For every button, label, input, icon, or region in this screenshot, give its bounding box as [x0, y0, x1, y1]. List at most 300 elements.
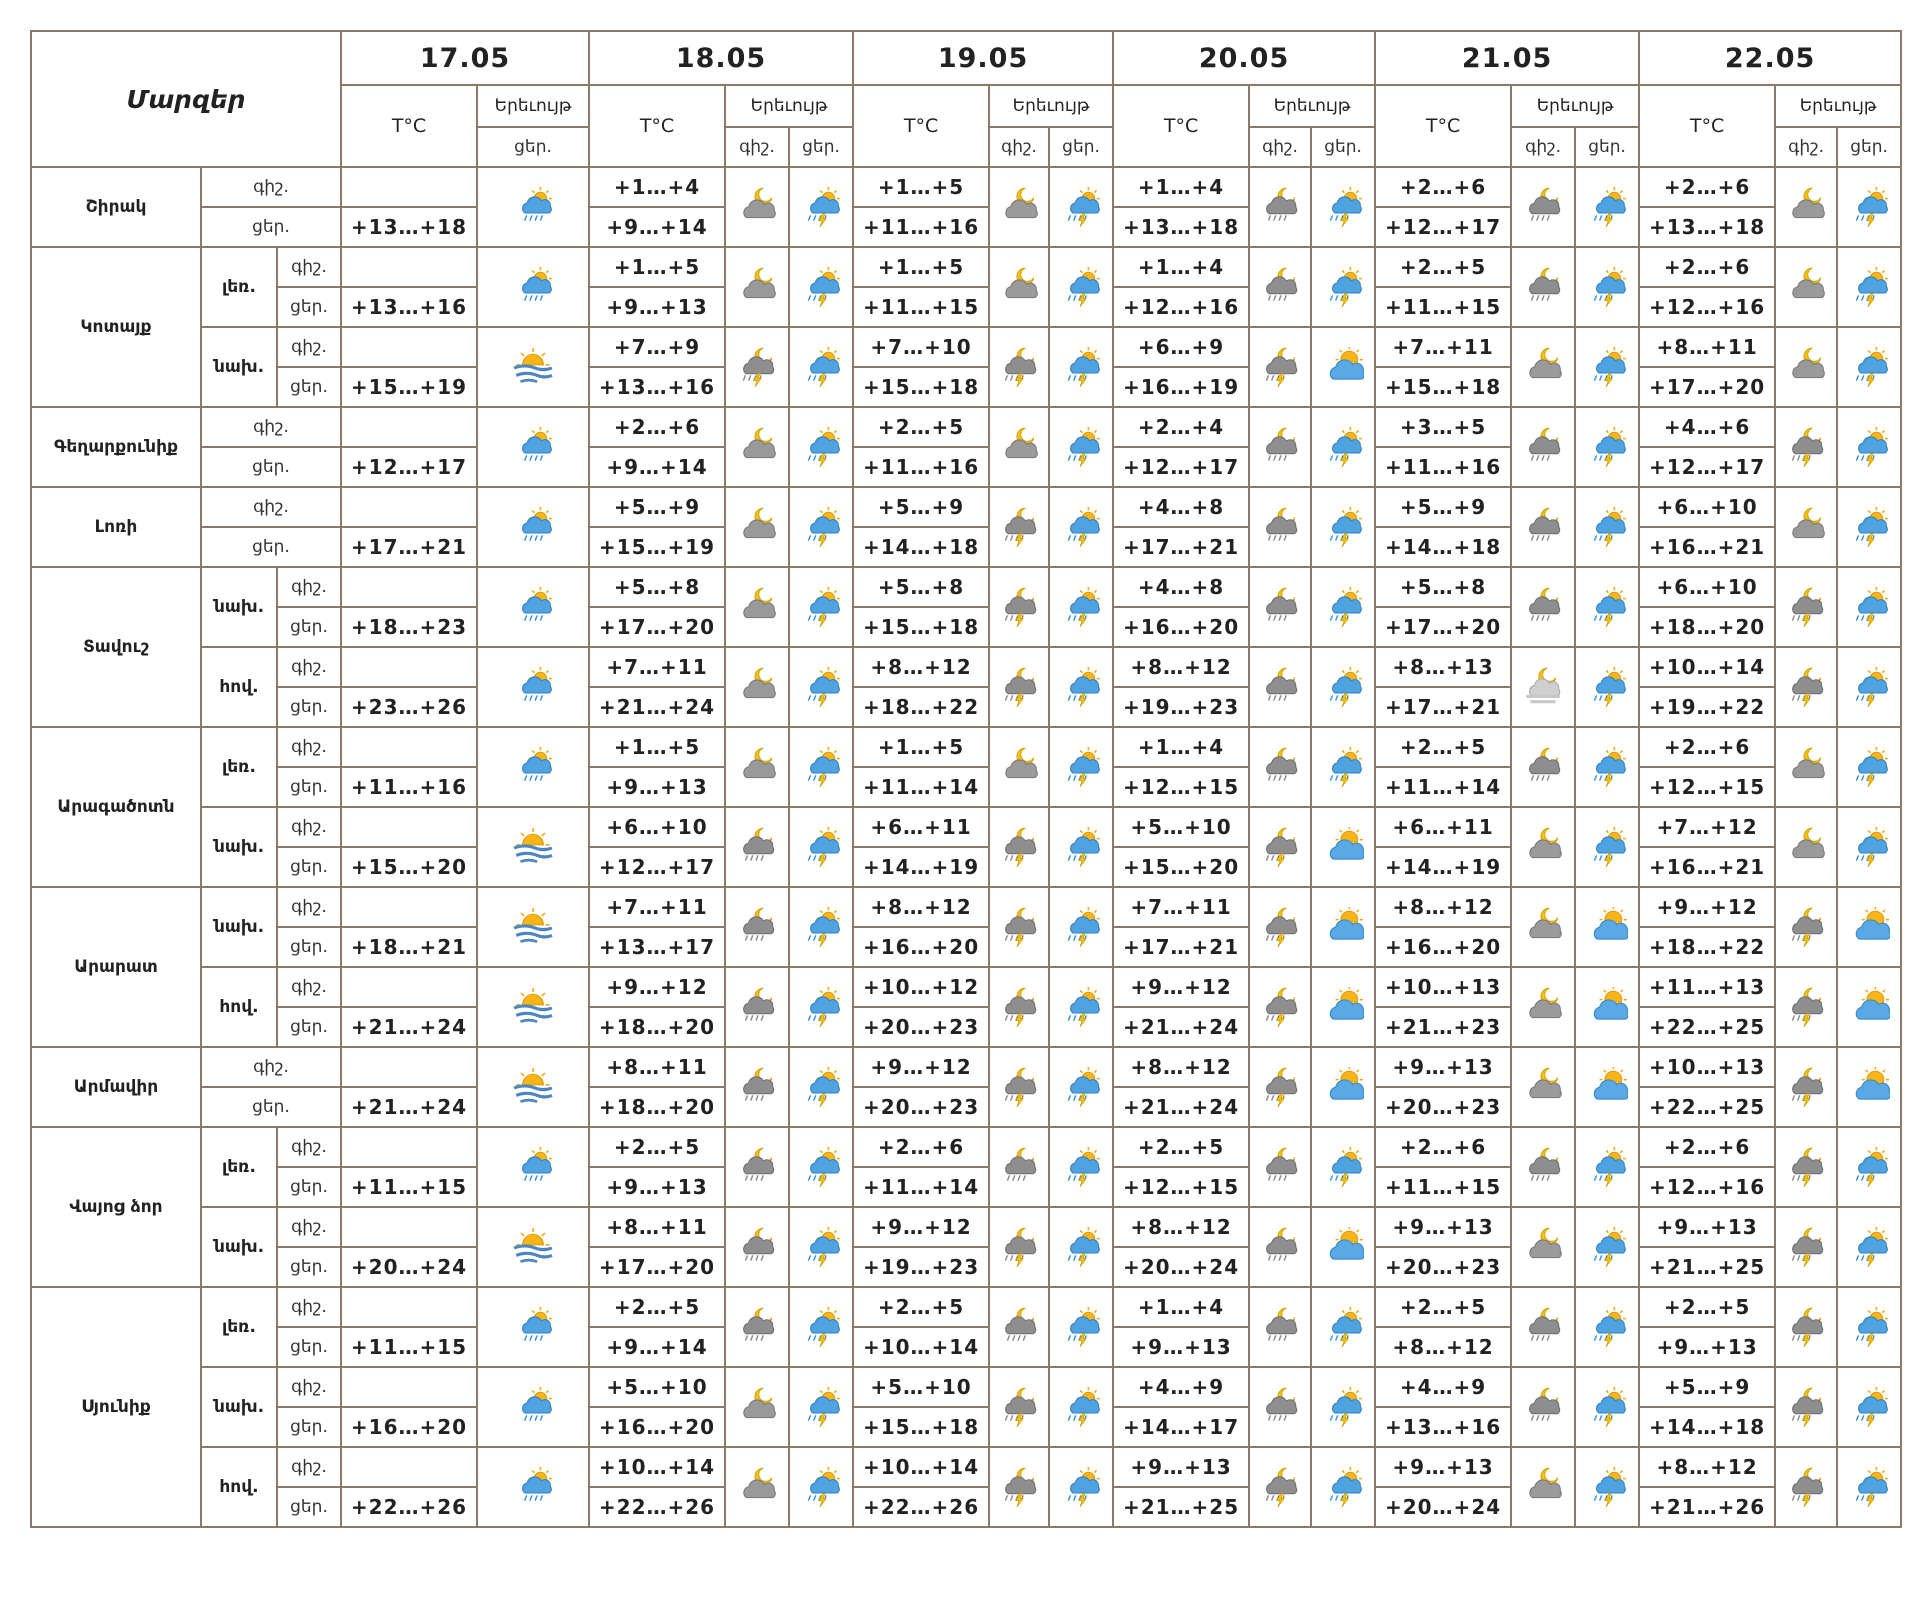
- zone-label: հով.: [201, 1447, 277, 1527]
- region-name: Կոտայք: [31, 247, 201, 407]
- moon-rain-icon: [736, 1067, 778, 1107]
- sun-thunder-icon: [1322, 587, 1364, 627]
- night-temp: [341, 1447, 477, 1487]
- day-label: ցեր.: [277, 607, 341, 647]
- day-label: ցեր.: [277, 927, 341, 967]
- moon-cloud-icon: [1511, 807, 1575, 887]
- sun-cloud-icon: [1322, 987, 1364, 1027]
- day-temp: +12…+15: [1639, 767, 1775, 807]
- moon-rain-icon: [1522, 507, 1564, 547]
- day-temp: +21…+26: [1639, 1487, 1775, 1527]
- sun-thunder-icon: [1049, 407, 1113, 487]
- sun-thunder-icon: [1575, 647, 1639, 727]
- sun-thunder-icon: [1848, 507, 1890, 547]
- moon-cloud-icon: [725, 567, 789, 647]
- moon-thunder-icon: [1249, 327, 1311, 407]
- night-temp: [341, 807, 477, 847]
- night-label: գիշ.: [277, 1367, 341, 1407]
- table-row: [31, 647, 1901, 687]
- day-temp: +13…+16: [341, 287, 477, 327]
- sun-rain-icon: [477, 1287, 589, 1367]
- moon-cloud-icon: [725, 727, 789, 807]
- day-temp: +22…+26: [589, 1487, 725, 1527]
- night-temp: +10…+14: [1639, 647, 1775, 687]
- moon-cloud-icon: [1775, 247, 1837, 327]
- sun-haze-icon: [512, 987, 554, 1027]
- night-temp: +8…+12: [853, 647, 989, 687]
- moon-rain-icon: [1249, 407, 1311, 487]
- day-temp: +12…+17: [1113, 447, 1249, 487]
- day-temp: +22…+25: [1639, 1007, 1775, 1047]
- night-temp: +5…+10: [589, 1367, 725, 1407]
- moon-rain-icon: [1259, 667, 1301, 707]
- night-temp: +4…+9: [1375, 1367, 1511, 1407]
- temperature-header: T°C: [1375, 85, 1511, 167]
- night-temp: +1…+4: [1113, 247, 1249, 287]
- moon-cloud-icon: [1775, 487, 1837, 567]
- night-temp: +1…+5: [589, 727, 725, 767]
- date-header: 18.05: [589, 31, 853, 85]
- sun-thunder-icon: [789, 1047, 853, 1127]
- moon-rain-icon: [1259, 507, 1301, 547]
- day-label: ցեր.: [201, 1087, 341, 1127]
- sun-thunder-icon: [1575, 807, 1639, 887]
- day-label: ցեր.: [201, 447, 341, 487]
- day-temp: +13…+18: [1639, 207, 1775, 247]
- sun-thunder-icon: [1060, 587, 1102, 627]
- night-temp: +4…+8: [1113, 567, 1249, 607]
- sun-cloud-icon: [1586, 907, 1628, 947]
- table-row: [31, 807, 1901, 847]
- night-temp: +8…+11: [589, 1047, 725, 1087]
- moon-cloud-icon: [998, 267, 1040, 307]
- night-temp: +10…+13: [1639, 1047, 1775, 1087]
- day-temp: +12…+15: [1113, 1167, 1249, 1207]
- day-temp: +18…+20: [589, 1007, 725, 1047]
- night-header: գիշ.: [1511, 127, 1575, 167]
- day-header: ցեր.: [1575, 127, 1639, 167]
- sun-thunder-icon: [789, 567, 853, 647]
- zone-label: հով.: [201, 967, 277, 1047]
- day-temp: +16…+19: [1113, 367, 1249, 407]
- sun-cloud-icon: [1848, 1067, 1890, 1107]
- table-row: [31, 567, 1901, 607]
- moon-thunder-icon: [1259, 1467, 1301, 1507]
- zone-label: նախ.: [201, 887, 277, 967]
- moon-cloud-icon: [736, 1467, 778, 1507]
- moon-thunder-icon: [1249, 1047, 1311, 1127]
- day-temp: +17…+21: [341, 527, 477, 567]
- sun-cloud-icon: [1311, 1047, 1375, 1127]
- sun-rain-icon: [477, 647, 589, 727]
- moon-thunder-icon: [1785, 907, 1827, 947]
- sun-cloud-icon: [1322, 347, 1364, 387]
- day-temp: +9…+13: [589, 1167, 725, 1207]
- sun-thunder-icon: [1575, 407, 1639, 487]
- moon-rain-icon: [1249, 167, 1311, 247]
- night-temp: +5…+8: [589, 567, 725, 607]
- sun-thunder-icon: [1575, 487, 1639, 567]
- moon-cloud-icon: [1785, 507, 1827, 547]
- moon-rain-icon: [725, 1207, 789, 1287]
- sun-cloud-icon: [1311, 807, 1375, 887]
- sun-cloud-icon: [1575, 967, 1639, 1047]
- sun-thunder-icon: [1049, 567, 1113, 647]
- moon-cloud-icon: [1522, 907, 1564, 947]
- sun-thunder-icon: [1060, 427, 1102, 467]
- moon-cloud-icon: [989, 167, 1049, 247]
- moon-thunder-icon: [989, 1447, 1049, 1527]
- moon-thunder-icon: [1259, 347, 1301, 387]
- day-header: ցեր.: [1311, 127, 1375, 167]
- zone-label: նախ.: [201, 1367, 277, 1447]
- sun-rain-icon: [477, 167, 589, 247]
- moon-thunder-icon: [1775, 887, 1837, 967]
- moon-cloud-icon: [736, 507, 778, 547]
- moon-thunder-icon: [1785, 1227, 1827, 1267]
- moon-thunder-icon: [989, 887, 1049, 967]
- table-row: [31, 247, 1901, 287]
- sun-thunder-icon: [1060, 1387, 1102, 1427]
- moon-cloud-icon: [1785, 187, 1827, 227]
- moon-thunder-icon: [998, 667, 1040, 707]
- moon-rain-icon: [1259, 1387, 1301, 1427]
- sun-thunder-icon: [1586, 187, 1628, 227]
- moon-cloud-icon: [736, 267, 778, 307]
- table-row: [31, 1447, 1901, 1487]
- sun-thunder-icon: [789, 247, 853, 327]
- sun-haze-icon: [512, 1067, 554, 1107]
- day-temp: +17…+21: [1113, 527, 1249, 567]
- moon-thunder-icon: [1785, 427, 1827, 467]
- night-temp: +8…+12: [853, 887, 989, 927]
- night-temp: +5…+10: [1113, 807, 1249, 847]
- sun-thunder-icon: [800, 347, 842, 387]
- sun-thunder-icon: [1586, 427, 1628, 467]
- sun-thunder-icon: [1586, 1467, 1628, 1507]
- sun-cloud-icon: [1322, 907, 1364, 947]
- sun-thunder-icon: [1575, 247, 1639, 327]
- moon-cloud-icon: [1775, 167, 1837, 247]
- moon-rain-icon: [1522, 747, 1564, 787]
- sun-cloud-icon: [1837, 887, 1901, 967]
- night-label: գիշ.: [277, 327, 341, 367]
- sun-thunder-icon: [1837, 647, 1901, 727]
- moon-thunder-icon: [989, 807, 1049, 887]
- moon-thunder-icon: [998, 347, 1040, 387]
- day-temp: +13…+18: [341, 207, 477, 247]
- moon-cloud-icon: [1511, 887, 1575, 967]
- night-temp: +9…+12: [853, 1047, 989, 1087]
- sun-thunder-icon: [1837, 327, 1901, 407]
- day-temp: +15…+19: [589, 527, 725, 567]
- sun-thunder-icon: [1848, 667, 1890, 707]
- moon-thunder-icon: [1775, 1367, 1837, 1447]
- day-temp: +11…+14: [853, 767, 989, 807]
- moon-rain-icon: [1259, 1147, 1301, 1187]
- sun-thunder-icon: [1049, 1447, 1113, 1527]
- sun-thunder-icon: [1049, 1047, 1113, 1127]
- sun-rain-icon: [512, 1387, 554, 1427]
- moon-rain-icon: [1259, 1307, 1301, 1347]
- sun-thunder-icon: [789, 167, 853, 247]
- moon-cloud-icon: [1522, 1227, 1564, 1267]
- day-temp: +19…+23: [853, 1247, 989, 1287]
- sun-thunder-icon: [789, 1287, 853, 1367]
- sun-thunder-icon: [1311, 727, 1375, 807]
- night-temp: +2…+6: [853, 1127, 989, 1167]
- sun-thunder-icon: [1311, 167, 1375, 247]
- day-label: ցեր.: [277, 1407, 341, 1447]
- moon-rain-icon: [1522, 427, 1564, 467]
- sun-thunder-icon: [1060, 907, 1102, 947]
- sun-thunder-icon: [1575, 567, 1639, 647]
- night-temp: +9…+12: [853, 1207, 989, 1247]
- sun-thunder-icon: [800, 1227, 842, 1267]
- sun-thunder-icon: [1311, 1287, 1375, 1367]
- region-name: Տավուշ: [31, 567, 201, 727]
- night-temp: +4…+6: [1639, 407, 1775, 447]
- night-temp: +2…+6: [1375, 167, 1511, 207]
- sun-thunder-icon: [1575, 727, 1639, 807]
- sun-haze-icon: [477, 327, 589, 407]
- night-temp: +6…+10: [1639, 487, 1775, 527]
- sun-haze-icon: [477, 1047, 589, 1127]
- night-temp: +7…+11: [589, 647, 725, 687]
- moon-cloud-icon: [1785, 747, 1827, 787]
- moon-rain-icon: [1249, 1207, 1311, 1287]
- sun-rain-icon: [512, 1147, 554, 1187]
- moon-rain-icon: [725, 1127, 789, 1207]
- sun-cloud-icon: [1848, 907, 1890, 947]
- day-temp: +11…+15: [341, 1327, 477, 1367]
- sun-thunder-icon: [789, 1207, 853, 1287]
- moon-thunder-icon: [1775, 567, 1837, 647]
- sun-thunder-icon: [1575, 1447, 1639, 1527]
- day-temp: +21…+24: [341, 1087, 477, 1127]
- date-header: 19.05: [853, 31, 1113, 85]
- day-header: ցեր.: [1049, 127, 1113, 167]
- day-temp: +16…+20: [1375, 927, 1511, 967]
- sun-thunder-icon: [800, 1387, 842, 1427]
- sun-thunder-icon: [1848, 1227, 1890, 1267]
- moon-cloud-icon: [1785, 347, 1827, 387]
- moon-rain-icon: [1259, 427, 1301, 467]
- night-temp: +2…+5: [1375, 1287, 1511, 1327]
- moon-rain-icon: [1511, 567, 1575, 647]
- day-temp: +15…+18: [853, 1407, 989, 1447]
- day-label: ցեր.: [277, 1167, 341, 1207]
- day-temp: +12…+17: [341, 447, 477, 487]
- phenomenon-header: Երեւույթ: [1775, 85, 1901, 127]
- night-temp: +3…+5: [1375, 407, 1511, 447]
- sun-thunder-icon: [1060, 267, 1102, 307]
- night-label: գիշ.: [201, 167, 341, 207]
- night-temp: +4…+9: [1113, 1367, 1249, 1407]
- sun-thunder-icon: [1586, 507, 1628, 547]
- forecast-table: [30, 30, 1902, 1528]
- night-label: գիշ.: [277, 247, 341, 287]
- temperature-header: T°C: [1113, 85, 1249, 167]
- moon-rain-icon: [1511, 1127, 1575, 1207]
- sun-thunder-icon: [789, 727, 853, 807]
- sun-thunder-icon: [1837, 727, 1901, 807]
- night-temp: +4…+8: [1113, 487, 1249, 527]
- night-label: գիշ.: [201, 487, 341, 527]
- sun-thunder-icon: [800, 507, 842, 547]
- night-label: գիշ.: [277, 807, 341, 847]
- night-label: գիշ.: [277, 727, 341, 767]
- sun-thunder-icon: [789, 1447, 853, 1527]
- day-temp: +12…+17: [1639, 447, 1775, 487]
- moon-thunder-icon: [1785, 1467, 1827, 1507]
- day-temp: +18…+22: [853, 687, 989, 727]
- sun-thunder-icon: [800, 1467, 842, 1507]
- moon-thunder-icon: [998, 1067, 1040, 1107]
- moon-thunder-icon: [998, 907, 1040, 947]
- night-label: գիշ.: [277, 567, 341, 607]
- temperature-header: T°C: [341, 85, 477, 167]
- moon-rain-icon: [998, 1147, 1040, 1187]
- day-temp: +18…+20: [589, 1087, 725, 1127]
- moon-thunder-icon: [1775, 407, 1837, 487]
- region-name: Վայոց ձոր: [31, 1127, 201, 1287]
- night-temp: +10…+14: [589, 1447, 725, 1487]
- moon-cloud-icon: [1522, 827, 1564, 867]
- moon-rain-icon: [1511, 1287, 1575, 1367]
- night-temp: +2…+6: [1639, 247, 1775, 287]
- moon-rain-icon: [736, 907, 778, 947]
- sun-haze-icon: [477, 967, 589, 1047]
- sun-thunder-icon: [1049, 967, 1113, 1047]
- night-temp: +10…+14: [853, 1447, 989, 1487]
- moon-thunder-icon: [1775, 1207, 1837, 1287]
- night-temp: +8…+12: [1639, 1447, 1775, 1487]
- day-temp: +15…+18: [853, 607, 989, 647]
- night-temp: +5…+9: [853, 487, 989, 527]
- sun-cloud-icon: [1575, 1047, 1639, 1127]
- night-temp: +7…+10: [853, 327, 989, 367]
- zone-label: նախ.: [201, 1207, 277, 1287]
- day-temp: +15…+20: [1113, 847, 1249, 887]
- zone-label: լեռ.: [201, 247, 277, 327]
- night-temp: +8…+12: [1375, 887, 1511, 927]
- temperature-header: T°C: [1639, 85, 1775, 167]
- sun-rain-icon: [477, 727, 589, 807]
- sun-thunder-icon: [789, 487, 853, 567]
- night-temp: [341, 327, 477, 367]
- day-temp: +12…+15: [1113, 767, 1249, 807]
- moon-thunder-icon: [998, 827, 1040, 867]
- sun-thunder-icon: [1848, 827, 1890, 867]
- sun-haze-icon: [477, 887, 589, 967]
- phenomenon-header: Երեւույթ: [725, 85, 853, 127]
- fog-icon: [1522, 667, 1564, 707]
- day-temp: +12…+16: [1113, 287, 1249, 327]
- day-temp: +21…+24: [1113, 1087, 1249, 1127]
- night-temp: +7…+11: [1113, 887, 1249, 927]
- sun-thunder-icon: [1837, 1287, 1901, 1367]
- phenomenon-header: Երեւույթ: [477, 85, 589, 127]
- night-temp: +9…+13: [1375, 1447, 1511, 1487]
- moon-rain-icon: [1249, 727, 1311, 807]
- sun-thunder-icon: [1060, 347, 1102, 387]
- day-temp: +15…+20: [341, 847, 477, 887]
- night-temp: +7…+11: [1375, 327, 1511, 367]
- day-label: ցեր.: [277, 767, 341, 807]
- day-label: ցեր.: [277, 1487, 341, 1527]
- moon-cloud-icon: [1775, 807, 1837, 887]
- sun-thunder-icon: [789, 327, 853, 407]
- phenomenon-header: Երեւույթ: [989, 85, 1113, 127]
- moon-thunder-icon: [1249, 887, 1311, 967]
- day-temp: +21…+24: [341, 1007, 477, 1047]
- sun-cloud-icon: [1311, 1207, 1375, 1287]
- night-label: գիշ.: [277, 1287, 341, 1327]
- sun-thunder-icon: [800, 987, 842, 1027]
- moon-rain-icon: [1522, 267, 1564, 307]
- sun-thunder-icon: [1060, 987, 1102, 1027]
- sun-thunder-icon: [800, 907, 842, 947]
- sun-thunder-icon: [1848, 1387, 1890, 1427]
- night-temp: +1…+5: [853, 247, 989, 287]
- sun-thunder-icon: [789, 407, 853, 487]
- sun-thunder-icon: [789, 1367, 853, 1447]
- moon-thunder-icon: [998, 1227, 1040, 1267]
- moon-thunder-icon: [725, 327, 789, 407]
- moon-thunder-icon: [1785, 587, 1827, 627]
- sun-thunder-icon: [1848, 347, 1890, 387]
- sun-thunder-icon: [1575, 1207, 1639, 1287]
- day-temp: +22…+26: [341, 1487, 477, 1527]
- region-name: Սյունիք: [31, 1287, 201, 1527]
- day-label: ցեր.: [277, 1247, 341, 1287]
- night-temp: [341, 647, 477, 687]
- moon-cloud-icon: [725, 247, 789, 327]
- day-temp: +11…+16: [853, 207, 989, 247]
- day-temp: +18…+22: [1639, 927, 1775, 967]
- sun-thunder-icon: [1586, 267, 1628, 307]
- day-temp: +20…+24: [1375, 1487, 1511, 1527]
- sun-haze-icon: [512, 907, 554, 947]
- region-name: Արմավիր: [31, 1047, 201, 1127]
- sun-thunder-icon: [1060, 827, 1102, 867]
- sun-thunder-icon: [1848, 747, 1890, 787]
- night-temp: +8…+12: [1113, 647, 1249, 687]
- sun-haze-icon: [512, 827, 554, 867]
- night-temp: +2…+5: [589, 1287, 725, 1327]
- temperature-header: T°C: [853, 85, 989, 167]
- moon-thunder-icon: [1785, 1387, 1827, 1427]
- moon-rain-icon: [725, 1287, 789, 1367]
- zone-label: նախ.: [201, 327, 277, 407]
- night-temp: +2…+5: [589, 1127, 725, 1167]
- sun-thunder-icon: [1322, 1387, 1364, 1427]
- moon-rain-icon: [1511, 247, 1575, 327]
- moon-thunder-icon: [1249, 1447, 1311, 1527]
- sun-thunder-icon: [1311, 1127, 1375, 1207]
- night-temp: +9…+13: [1639, 1207, 1775, 1247]
- forecast-page: [30, 30, 1890, 1528]
- day-temp: +17…+21: [1113, 927, 1249, 967]
- sun-thunder-icon: [1586, 667, 1628, 707]
- sun-thunder-icon: [1322, 1307, 1364, 1347]
- moon-thunder-icon: [1775, 1447, 1837, 1527]
- sun-rain-icon: [512, 587, 554, 627]
- sun-thunder-icon: [1837, 1207, 1901, 1287]
- night-temp: [341, 1207, 477, 1247]
- sun-thunder-icon: [1586, 1307, 1628, 1347]
